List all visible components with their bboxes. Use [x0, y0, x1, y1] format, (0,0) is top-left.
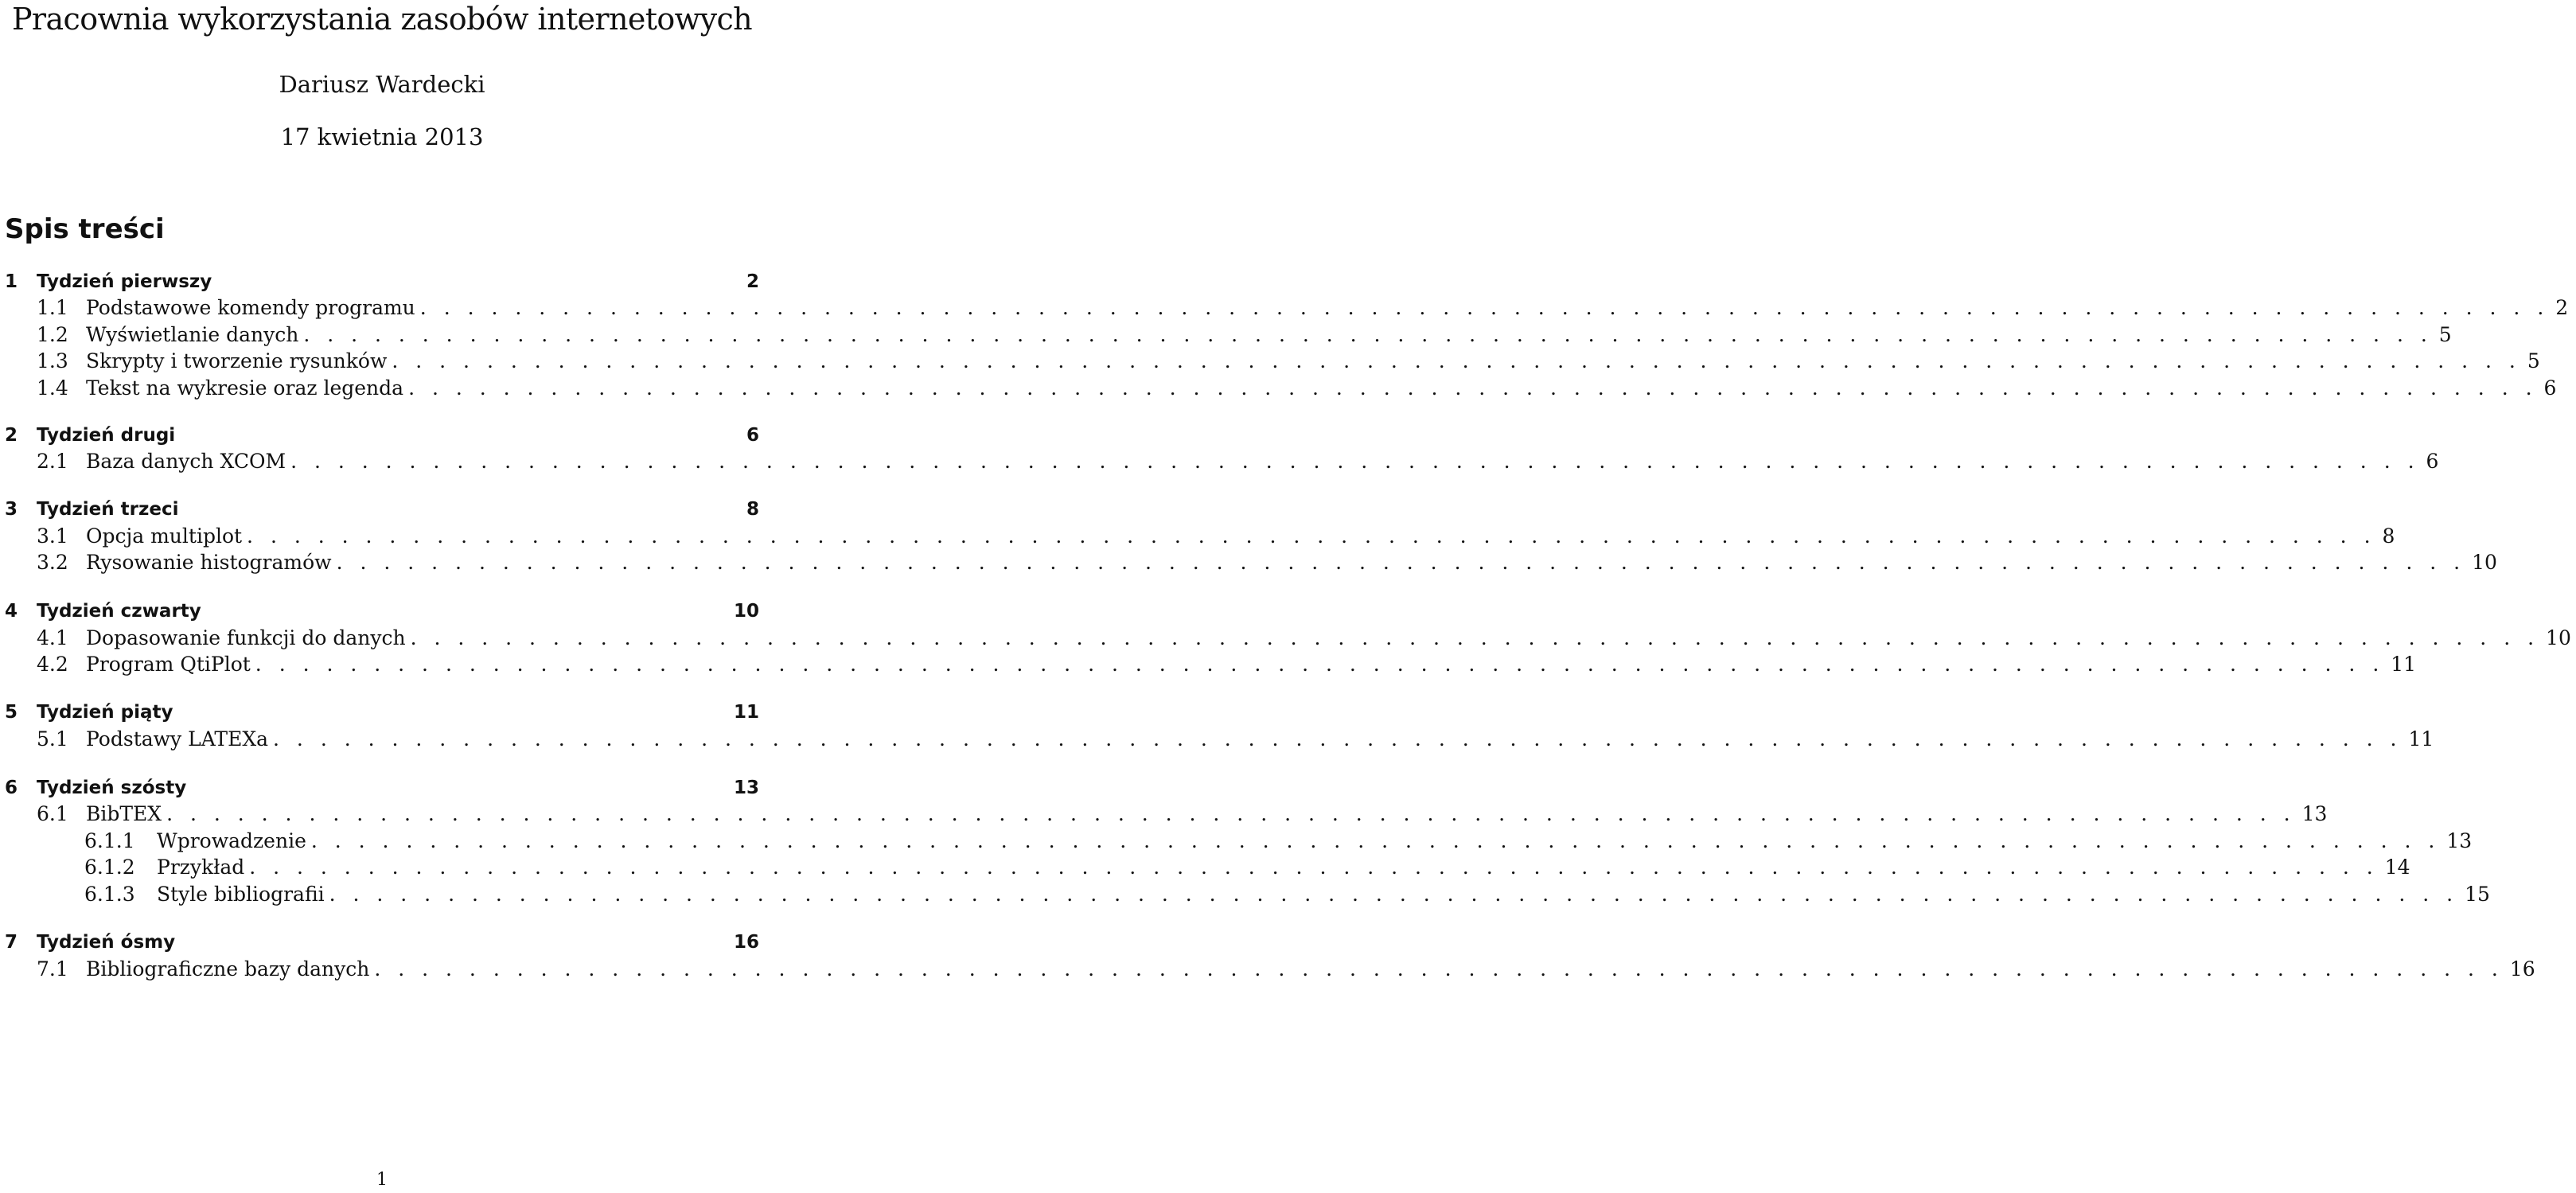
toc-entry-number: 4 [5, 601, 18, 622]
toc-entry-number: 3.1 [37, 524, 68, 548]
toc-subsection-entry[interactable] [0, 651, 2417, 678]
toc-entry-label: Opcja multiplot [86, 524, 243, 548]
toc-entry-page: 5 [2527, 349, 2540, 372]
toc-entry-number: 7 [5, 932, 18, 953]
toc-entry-label: Baza danych XCOM [86, 450, 286, 473]
toc-entry-label: Tydzień piąty [37, 702, 173, 723]
page-number: 1 [376, 1170, 388, 1190]
toc-entry-label: Podstawy LATEXa [86, 727, 269, 750]
toc-subsection-entry[interactable] [0, 523, 2395, 550]
toc-entry-page: 16 [2509, 957, 2535, 981]
toc-entry-number: 1.4 [37, 376, 68, 400]
toc-entry-page: 2 [746, 271, 759, 292]
toc-entry-number: 6.1.2 [84, 856, 135, 879]
toc-entry-label: Tydzień drugi [37, 425, 176, 446]
toc-entry-number: 1.1 [37, 296, 68, 319]
toc-entry-page: 10 [2472, 551, 2497, 574]
toc-entry-page: 16 [733, 932, 759, 953]
toc-entry-label: Tydzień szósty [37, 778, 187, 798]
document-author: Dariusz Wardecki [279, 71, 485, 98]
toc-entry-page: 5 [2438, 323, 2452, 346]
toc-entry-label: Tydzień pierwszy [37, 271, 212, 292]
toc-entry-page: 11 [733, 702, 759, 723]
toc-entry-label: Wprowadzenie [157, 829, 306, 852]
toc-entry-number: 5 [5, 702, 18, 723]
toc-section-entry[interactable] [0, 929, 764, 956]
toc-entry-number: 3 [5, 499, 18, 520]
toc-entry-number: 6.1.3 [84, 883, 135, 906]
toc-subsection-entry[interactable] [0, 828, 2473, 855]
toc-entry-page: 11 [2391, 653, 2417, 676]
toc-dot-leader: . . . . . . . . . . . . . . . . . . . . . . . . . . . . . . . . . . . . . . . . . . . . . . . . . . . . . . . . . . . . . . . . . . . . . . . . . . . . . . . . . . . . . . . . . . [408, 376, 2538, 400]
toc-entry-number: 1.2 [37, 323, 68, 346]
toc-entry-number: 1 [5, 271, 18, 292]
toc-entry-page: 11 [2408, 727, 2434, 750]
toc-entry-page: 6 [2543, 376, 2557, 400]
toc-section-entry[interactable] [0, 496, 764, 523]
toc-subsection-entry[interactable] [0, 549, 2497, 576]
toc-entry-number: 2.1 [37, 450, 68, 473]
toc-entry-number: 2 [5, 425, 18, 446]
toc-dot-leader: . . . . . . . . . . . . . . . . . . . . . . . . . . . . . . . . . . . . . . . . . . . . . . . . . . . . . . . . . . . . . . . . . . . . . . . . . . . . . . . . . . . . . . . . . . [419, 296, 2550, 319]
toc-heading: Spis treści [5, 213, 165, 245]
toc-section-entry[interactable] [0, 598, 764, 625]
toc-dot-leader: . . . . . . . . . . . . . . . . . . . . . . . . . . . . . . . . . . . . . . . . . . . . . . . . . . . . . . . . . . . . . . . . . . . . . . . . . . . . . . . . . . . . . . . . . . [329, 883, 2459, 906]
toc-entry-page: 14 [2384, 856, 2410, 879]
toc-section-entry[interactable] [0, 268, 764, 295]
toc-entry-number: 4.2 [37, 653, 68, 676]
toc-entry-page: 6 [2426, 450, 2439, 473]
toc-entry-number: 6.1.1 [84, 829, 135, 852]
toc-subsection-entry[interactable] [0, 322, 2452, 349]
document-title: Pracownia wykorzystania zasobów internetowych [11, 2, 753, 37]
toc-entry-label: Przykład [157, 856, 245, 879]
toc-dot-leader: . . . . . . . . . . . . . . . . . . . . . . . . . . . . . . . . . . . . . . . . . . . . . . . . . . . . . . . . . . . . . . . . . . . . . . . . . . . . . . . . . . . . . . . . . . [392, 349, 2521, 372]
toc-entry-page: 2 [2555, 296, 2569, 319]
toc-dot-leader: . . . . . . . . . . . . . . . . . . . . . . . . . . . . . . . . . . . . . . . . . . . . . . . . . . . . . . . . . . . . . . . . . . . . . . . . . . . . . . . . . . . . . . . . . . [166, 802, 2296, 825]
toc-entry-page: 6 [746, 425, 759, 446]
document-date: 17 kwietnia 2013 [280, 123, 484, 150]
toc-dot-leader: . . . . . . . . . . . . . . . . . . . . . . . . . . . . . . . . . . . . . . . . . . . . . . . . . . . . . . . . . . . . . . . . . . . . . . . . . . . . . . . . . . . . . . . . . . [249, 856, 2379, 879]
toc-dot-leader: . . . . . . . . . . . . . . . . . . . . . . . . . . . . . . . . . . . . . . . . . . . . . . . . . . . . . . . . . . . . . . . . . . . . . . . . . . . . . . . . . . . . . . . . . . [336, 551, 2466, 574]
toc-subsection-entry[interactable] [0, 448, 2439, 475]
toc-entry-page: 8 [2382, 524, 2395, 548]
toc-entry-number: 6 [5, 778, 18, 798]
toc-entry-page: 13 [733, 778, 759, 798]
toc-entry-number: 5.1 [37, 727, 68, 750]
toc-entry-number: 4.1 [37, 626, 68, 649]
toc-entry-label: Tydzień ósmy [37, 932, 176, 953]
toc-dot-leader: . . . . . . . . . . . . . . . . . . . . . . . . . . . . . . . . . . . . . . . . . . . . . . . . . . . . . . . . . . . . . . . . . . . . . . . . . . . . . . . . . . . . . . . . . . [410, 626, 2540, 649]
toc-section-entry[interactable] [0, 699, 764, 726]
toc-entry-label: Tydzień trzeci [37, 499, 179, 520]
toc-entry-label: Rysowanie histogramów [86, 551, 332, 574]
toc-subsection-entry[interactable] [0, 625, 2571, 652]
toc-entry-label: Tydzień czwarty [37, 601, 201, 622]
toc-section-entry[interactable] [0, 774, 764, 801]
toc-entry-page: 13 [2301, 802, 2328, 825]
toc-dot-leader: . . . . . . . . . . . . . . . . . . . . . . . . . . . . . . . . . . . . . . . . . . . . . . . . . . . . . . . . . . . . . . . . . . . . . . . . . . . . . . . . . . . . . . . . . . [290, 450, 2420, 473]
toc-entry-number: 3.2 [37, 551, 68, 574]
toc-entry-label: Program QtiPlot [86, 653, 251, 676]
toc-subsection-entry[interactable] [0, 956, 2535, 983]
toc-dot-leader: . . . . . . . . . . . . . . . . . . . . . . . . . . . . . . . . . . . . . . . . . . . . . . . . . . . . . . . . . . . . . . . . . . . . . . . . . . . . . . . . . . . . . . . . . . [247, 524, 2376, 548]
toc-subsection-entry[interactable] [0, 801, 2328, 828]
toc-entry-label: Skrypty i tworzenie rysunków [86, 349, 388, 372]
toc-entry-page: 10 [733, 601, 759, 622]
toc-entry-page: 10 [2546, 626, 2571, 649]
toc-entry-number: 7.1 [37, 957, 68, 981]
toc-dot-leader: . . . . . . . . . . . . . . . . . . . . . . . . . . . . . . . . . . . . . . . . . . . . . . . . . . . . . . . . . . . . . . . . . . . . . . . . . . . . . . . . . . . . . . . . . . [310, 829, 2441, 852]
toc-entry-label: Dopasowanie funkcji do danych [86, 626, 406, 649]
toc-entry-label: BibTEX [86, 802, 162, 825]
toc-subsection-entry[interactable] [0, 726, 2434, 753]
toc-subsection-entry[interactable] [0, 375, 2557, 402]
toc-dot-leader: . . . . . . . . . . . . . . . . . . . . . . . . . . . . . . . . . . . . . . . . . . . . . . . . . . . . . . . . . . . . . . . . . . . . . . . . . . . . . . . . . . . . . . . . . . [303, 323, 2433, 346]
toc-entry-page: 13 [2446, 829, 2473, 852]
toc-section-entry[interactable] [0, 422, 764, 449]
toc-dot-leader: . . . . . . . . . . . . . . . . . . . . . . . . . . . . . . . . . . . . . . . . . . . . . . . . . . . . . . . . . . . . . . . . . . . . . . . . . . . . . . . . . . . . . . . . . . [374, 957, 2504, 981]
toc-entry-page: 8 [746, 499, 759, 520]
toc-subsection-entry[interactable] [0, 348, 2540, 375]
toc-entry-label: Tekst na wykresie oraz legenda [86, 376, 404, 400]
toc-subsection-entry[interactable] [0, 294, 2569, 322]
toc-entry-label: Style bibliografii [157, 883, 325, 906]
toc-dot-leader: . . . . . . . . . . . . . . . . . . . . . . . . . . . . . . . . . . . . . . . . . . . . . . . . . . . . . . . . . . . . . . . . . . . . . . . . . . . . . . . . . . . . . . . . . . [273, 727, 2403, 750]
toc-entry-label: Wyświetlanie danych [86, 323, 299, 346]
toc-subsection-entry[interactable] [0, 881, 2490, 908]
toc-entry-number: 1.3 [37, 349, 68, 372]
toc-entry-number: 6.1 [37, 802, 68, 825]
toc-entry-label: Bibliograficzne bazy danych [86, 957, 370, 981]
toc-entry-page: 15 [2465, 883, 2490, 906]
toc-dot-leader: . . . . . . . . . . . . . . . . . . . . . . . . . . . . . . . . . . . . . . . . . . . . . . . . . . . . . . . . . . . . . . . . . . . . . . . . . . . . . . . . . . . . . . . . . . [255, 653, 2385, 676]
toc-subsection-entry[interactable] [0, 854, 2410, 881]
toc-entry-label: Podstawowe komendy programu [86, 296, 415, 319]
